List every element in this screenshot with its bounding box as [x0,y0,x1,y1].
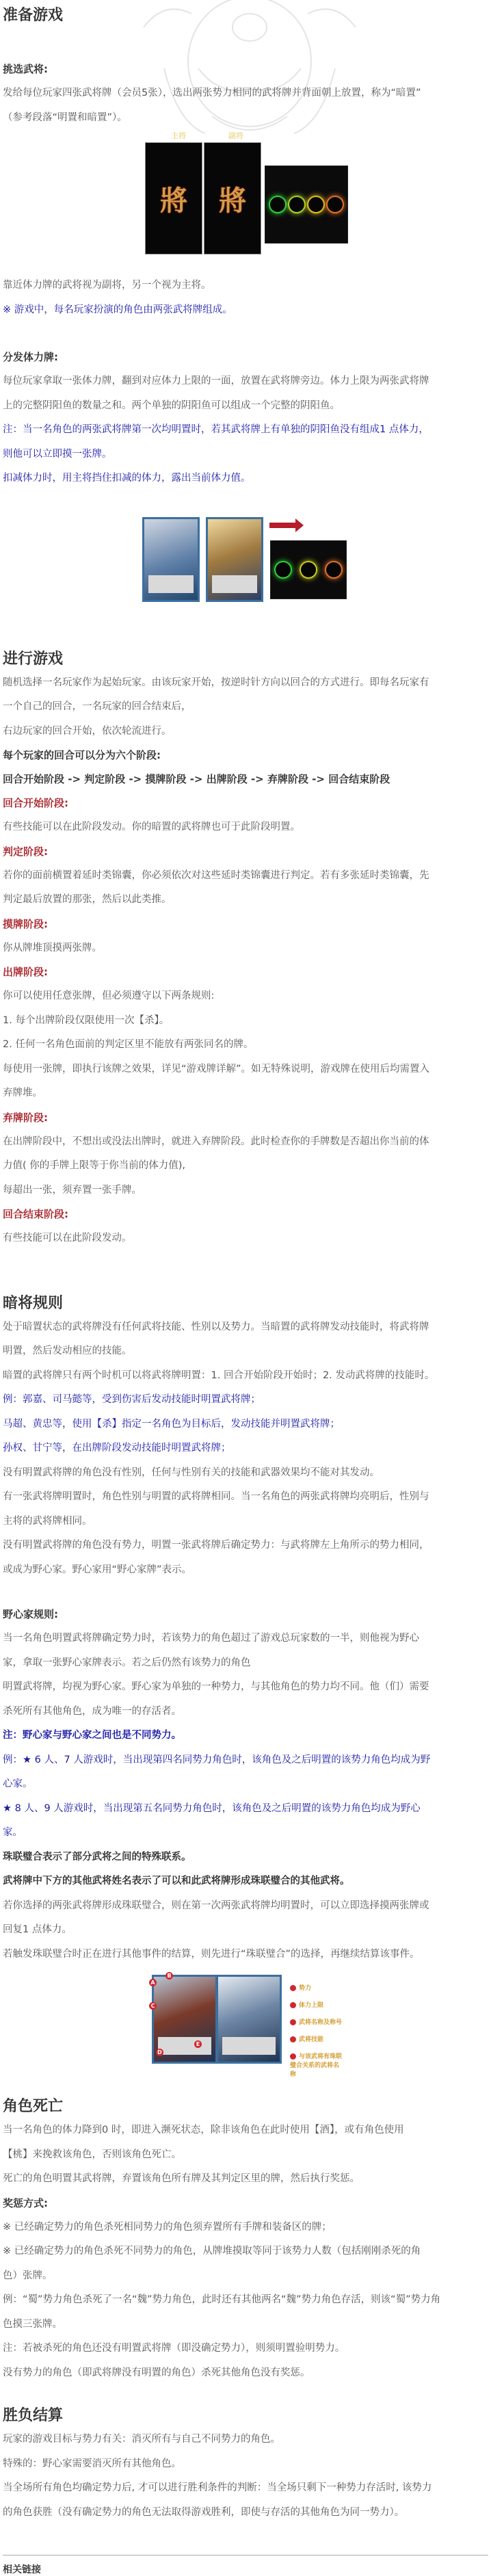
hidden-faction-1: 没有明置武将牌的角色没有势力，明置一张武将牌后确定势力：与武将牌左上角所示的势力相同， [3,1540,429,1551]
vice-general-label: 副将 [228,131,243,140]
pick-line-1: 发给每位玩家四张武将牌（会员5张），选出两张势力相同的武将牌并背面朝上放置，称为“暗置” [3,88,421,98]
careerist-line-2: 家，拿取一张野心家牌表示。若之后仍然有该势力的角色 [3,1657,251,1668]
hp-note-2: 则他可以立即摸一张牌。 [3,448,112,460]
careerist-example-1: 例：★ 6 人、7 人游戏时，当出现第四名同势力角色时，该角色及之后明置的该势力角色均成为野 [3,1754,431,1765]
phase-discard-heading: 弃牌阶段: [3,1111,48,1124]
victory-line-2: 特殊的：野心家需要消灭所有其他角色。 [3,2458,181,2469]
pearl-bold-1: 珠联璧合表示了部分武将之间的特殊联系。 [3,1851,191,1863]
careerist-heading: 野心家规则: [3,1608,58,1620]
reward-line-3: 色）张牌。 [3,2270,53,2281]
vice-general-explain: 靠近体力牌的武将视为副将，另一个视为主将。 [3,280,211,291]
play-intro-1: 随机选择一名玩家作为起始玩家。由该玩家开始，按逆时针方向以回合的方式进行。即每名玩家有 [3,676,429,688]
hp-line-1: 每位玩家拿取一张体力牌，翻到对应体力上限的一面，放置在武将牌旁边。体力上限为两张武将牌 [3,376,429,386]
phase-play-heading: 出牌阶段: [3,966,48,978]
hidden-faction-2: 或成为野心家。野心家用“野心家牌”表示。 [3,1564,192,1575]
marker-e: E [194,2040,202,2048]
careerist-line-1: 当一名角色明置武将牌确定势力时，若该势力的角色超过了游戏总玩家数的一半，则他视为野心 [3,1633,419,1644]
legend-a: 势力 [290,1983,311,1992]
phase-discard-line-2: 力值( 你的手牌上限等于你当前的体力值), [3,1160,186,1171]
general-card-anatomy-image [3,1967,488,2097]
careerist-example-4: 家。 [3,1827,23,1838]
hp-card-four [265,166,348,244]
phases-heading: 每个玩家的回合可以分为六个阶段: [3,749,161,761]
death-line-1: 当一名角色的体力降到0 时，即进入濒死状态，除非该角色在此时使用【酒】，或有角色使用 [3,2125,404,2135]
main-general-label: 主将 [171,131,186,140]
arrow-right-icon [269,523,297,528]
hp-card-three [270,540,347,599]
marker-b: B [165,1972,173,1980]
death-line-2: 【桃】来挽救该角色，否则该角色死亡。 [3,2148,181,2160]
victory-line-4: 的角色获胜（没有确定势力的角色无法取得游戏胜利，即使与存活的其他角色为同一势力）。 [3,2506,405,2518]
phase-discard-line-1: 在出牌阶段中，不想出或没法出牌时，就进入弃牌阶段。此时检查你的手牌数是否超出你当前的体 [3,1135,429,1147]
pearl-line-1: 若你选择的两张武将牌形成珠联璧合，则在第一次两张武将牌均明置时，可以立即选择摸两张牌或 [3,1900,429,1911]
hidden-gender-3: 主将的武将牌相同。 [3,1515,92,1527]
phases-flow: 回合开始阶段 -> 判定阶段 -> 摸牌阶段 -> 出牌阶段 -> 弃牌阶段 -> 回合结束阶段 [3,773,390,785]
yinyang-orb-icon [269,196,287,213]
phase-start-line: 有些技能可以在此阶段发动。你的暗置的武将牌也可于此阶段明置。 [3,822,300,832]
phase-play-line-1: 你可以使用任意张牌，但必须遵守以下两条规则: [3,990,215,1001]
anatomy-card-right [216,1975,282,2064]
phase-start-heading: 回合开始阶段: [3,797,68,809]
hidden-line-3: 暗置的武将牌只有两个时机可以将武将牌明置：1. 回合开始阶段开始时；2. 发动武将牌的技能时。 [3,1369,435,1381]
legend-d: 武将技能 [290,2034,323,2043]
phase-judge-line-1: 若你的面前横置着延时类锦囊，你必须依次对这些延时类锦囊进行判定。若有多张延时类锦囊，先 [3,869,429,881]
general-cards-facedown-image [3,130,488,274]
victory-line-1: 玩家的游戏目标与势力有关：消灭所有与自己不同势力的角色。 [3,2434,280,2445]
phase-play-line-5: 弃牌堆。 [3,1088,42,1099]
reward-line-6: 注：若被杀死的角色还没有明置武将牌（即没确定势力），则须明置验明势力。 [3,2343,345,2354]
hp-note-1: 注：当一名角色的两张武将牌第一次均明置时，若其武将牌上有单独的阴阳鱼没有组成1 点体力， [3,424,429,435]
victory-line-3: 当全场所有角色均确定势力后, 才可以进行胜利条件的判断：当全场只剩下一种势力存活时, 该势力 [3,2482,432,2493]
pearl-line-3: 若触发珠联璧合时正在进行其他事件的结算，则先进行“珠联璧合”的选择，再继续结算该事件。 [3,1948,420,1960]
hp-line-2: 上的完整阴阳鱼的数量之和。两个单独的阴阳鱼可以组成一个完整的阴阳鱼。 [3,399,340,411]
pick-line-2: （参考段落“明置和暗置”）。 [3,111,127,123]
yinyang-orb-icon [300,561,317,579]
phase-draw-heading: 摸牌阶段: [3,917,48,930]
general-glyph-icon: 將 [219,185,246,217]
yinyang-orb-icon [307,196,325,213]
phase-end-line: 有些技能可以在此阶段发动。 [3,1233,132,1244]
careerist-note: 注：野心家与野心家之间也是不同势力。 [3,1730,181,1741]
general-glyph-icon: 將 [160,185,187,217]
hidden-gender-2: 有一张武将牌明置时，角色性别与明置的武将牌相同。当一名角色的两张武将牌均亮明后，性别与 [3,1491,429,1502]
careerist-example-2: 心家。 [3,1778,33,1789]
reward-line-1: ※ 已经确定势力的角色杀死相同势力的角色须弃置所有手牌和装备区的牌； [3,2221,332,2233]
phase-judge-heading: 判定阶段: [3,845,48,858]
marker-a: A [149,1979,157,1986]
careerist-line-3: 明置武将牌，均视为野心家。野心家为单独的一种势力，与其他角色的势力均不同。他（们）需要 [3,1681,429,1692]
hidden-example-3: 孙权、甘宁等，在出牌阶段发动技能时明置武将牌； [3,1443,231,1454]
general-card-right [206,517,263,602]
yinyang-orb-icon [325,561,343,579]
card-back-vice [204,142,261,254]
yinyang-orb-icon [274,561,292,579]
hp-heading: 分发体力牌: [3,351,58,363]
role-note: ※ 游戏中，每名玩家扮演的角色由两张武将牌组成。 [3,304,233,315]
reward-line-2: ※ 已经确定势力的角色杀死不同势力的角色，从牌堆摸取等同于该势力人数（包括刚刚杀死的角 [3,2246,421,2257]
card-back-main [145,142,202,254]
phase-judge-line-2: 判定最后放置的那张，然后以此类推。 [3,894,172,905]
pearl-bold-2: 武将牌中下方的其他武将姓名表示了可以和此武将牌形成珠联璧合的其他武将。 [3,1876,350,1887]
reward-line-5: 色摸三张牌。 [3,2318,62,2330]
general-card-left [142,517,200,602]
reward-line-7: 没有势力的角色（即武将牌没有明置的角色）杀死其他角色没有奖惩。 [3,2367,310,2378]
phase-play-line-3: 2. 任何一名角色面前的判定区里不能放有两张同名的牌。 [3,1039,254,1050]
hidden-line-1: 处于暗置状态的武将牌没有任何武将技能、性别以及势力。当暗置的武将牌发动技能时，将武将牌 [3,1321,429,1332]
section-title-hidden: 暗将规则 [3,1294,64,1312]
reward-heading: 奖惩方式: [3,2196,48,2209]
related-links-heading: 相关链接 [3,2564,41,2575]
play-intro-2: 一个自己的回合，一名玩家的回合结束后， [3,701,191,712]
play-intro-3: 右边玩家的回合开始，依次轮流进行。 [3,725,172,737]
yinyang-orb-icon [288,196,306,213]
death-line-3: 死亡的角色明置其武将牌，弃置该角色所有牌及其判定区里的牌，然后执行奖惩。 [3,2173,360,2184]
hidden-gender-1: 没有明置武将牌的角色没有性别，任何与性别有关的技能和武器效果均不能对其发动。 [3,1467,380,1478]
hidden-example-1: 例：郭嘉、司马懿等，受到伤害后发动技能时明置武将牌； [3,1394,261,1405]
section-title-play: 进行游戏 [3,650,64,668]
phase-draw-line: 你从牌堆顶摸两张牌。 [3,942,102,954]
marker-c: C [149,2002,157,2010]
phase-play-line-4: 每使用一张牌，即执行该牌之效果，详见“游戏牌详解”。如无特殊说明，游戏牌在使用后均需置入 [3,1063,430,1075]
careerist-example-3: ★ 8 人、9 人游戏时，当出现第五名同势力角色时，该角色及之后明置的该势力角色均成为野心 [3,1802,421,1814]
legend-c: 武将名称及称号 [290,2017,342,2026]
pick-generals-heading: 挑选武将: [3,63,48,75]
phase-end-heading: 回合结束阶段: [3,1208,68,1220]
hidden-line-2: 明置，然后发动相应的技能。 [3,1345,132,1356]
phase-play-line-2: 1. 每个出牌阶段仅限使用一次【杀】。 [3,1014,170,1026]
pearl-line-2: 回复1 点体力。 [3,1924,72,1935]
hp-note-3: 扣减体力时，用主将挡住扣减的体力，露出当前体力值。 [3,473,251,484]
careerist-line-4: 杀死所有其他角色，成为唯一的存活者。 [3,1705,181,1717]
hidden-example-2: 马超、黄忠等，使用【杀】指定一名角色为目标后，发动技能并明置武将牌； [3,1418,340,1430]
marker-d: D [156,2049,163,2056]
general-cards-faceup-image [3,491,488,625]
section-title-death: 角色死亡 [3,2098,64,2115]
section-title-victory: 胜负结算 [3,2407,64,2424]
legend-e: 与该武将有珠联璧合关系的武将名称 [290,2053,343,2078]
yinyang-orb-icon [326,196,344,213]
phase-discard-line-3: 每超出一张，须弃置一张手牌。 [3,1184,142,1196]
reward-line-4: 例：“蜀”势力角色杀死了一名“魏”势力角色，此时还有其他两名“魏”势力角色存活，则该“蜀”势力角 [3,2294,441,2305]
legend-b: 体力上限 [290,2000,323,2009]
section-title-prepare: 准备游戏 [3,7,64,24]
